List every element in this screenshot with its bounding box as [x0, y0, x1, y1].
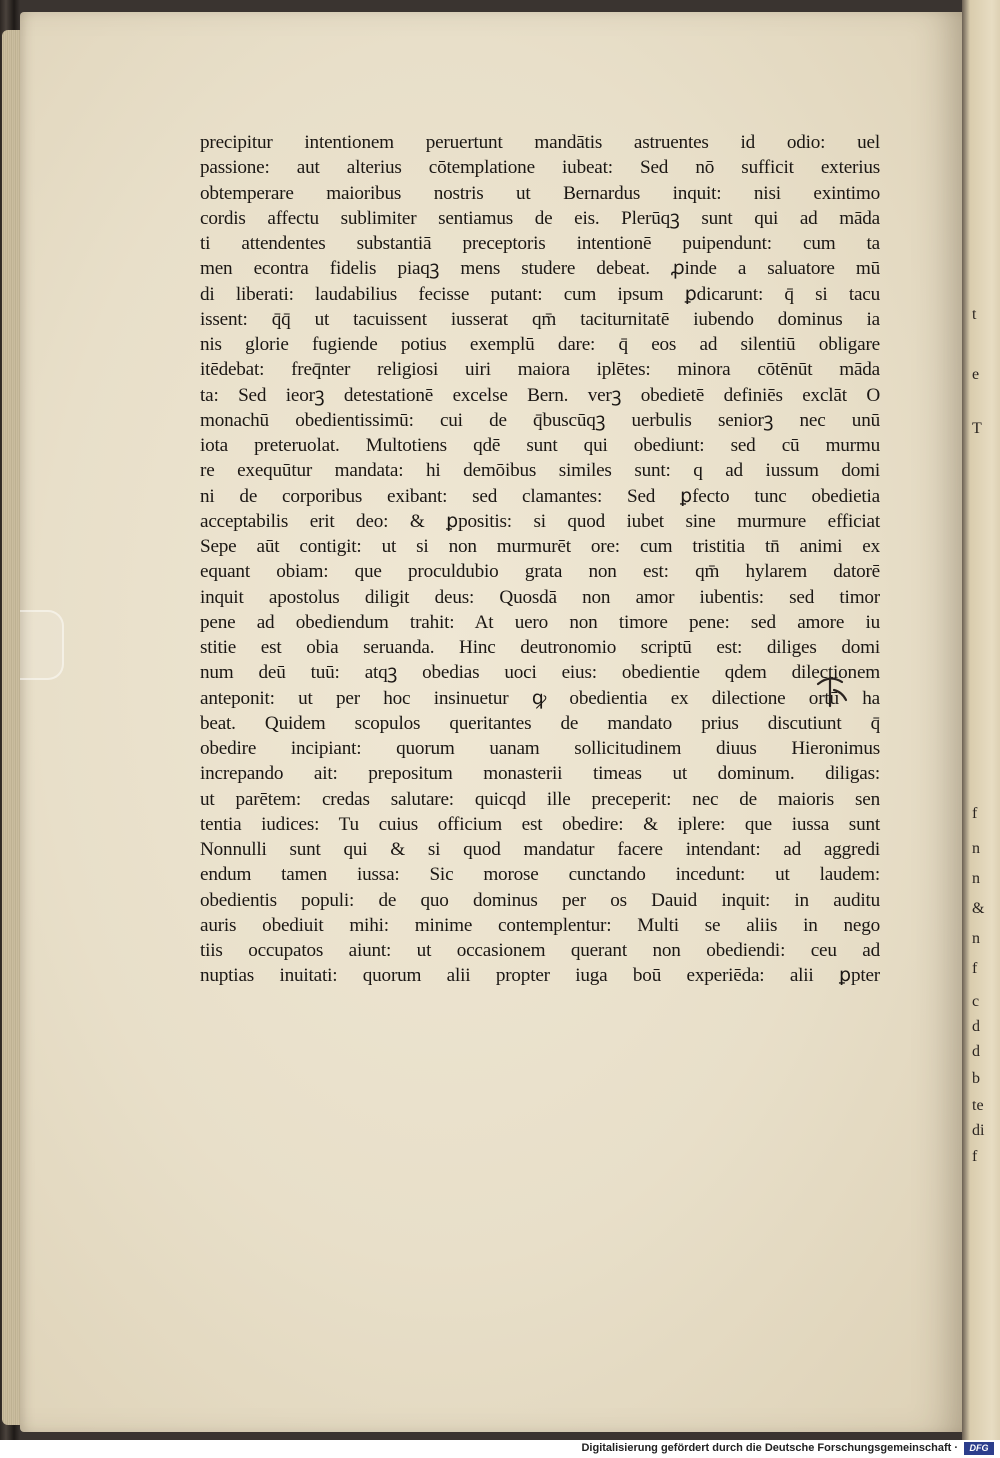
facing-page-edge: [962, 0, 1000, 1440]
facing-page-char: f: [972, 960, 978, 977]
text-line: di liberati: laudabilius fecisse putant: cum ipsum ꝑdicarunt: q̄ si tacu: [200, 283, 880, 305]
text-line: endum tamen iussa: Sic morose cunctando incedunt: ut laudem:: [200, 864, 880, 886]
facing-page-char: T: [972, 420, 982, 437]
text-line: num deū tuū: atqꝫ obedias uoci eius: obedientie qdem dilectionem: [200, 662, 880, 684]
text-line: anteponit: ut per hoc insinuetur ꝙ obedientia ex dilectione ortū ha: [200, 687, 880, 709]
facing-page-char: e: [972, 366, 980, 383]
text-line: beat. Quidem scopulos queritantes de mandato prius discutiunt q̄: [200, 712, 880, 734]
facing-page-char: n: [972, 870, 980, 887]
text-line: Sepe aūt contigit: ut si non murmurēt ore: cum tristitia tn̄ animi ex: [200, 536, 880, 557]
text-line: obtemperare maioribus nostris ut Bernardus inquit: nisi exintimo: [200, 182, 880, 204]
facing-page-char: te: [972, 1097, 984, 1114]
text-line: auris obediuit mihi: minime contemplentur: Multi se aliis in nego: [200, 914, 880, 936]
text-line: obedire incipiant: quorum uanam sollicitudinem diuus Hieronimus: [200, 738, 880, 759]
text-line: issent: q̄q̄ ut tacuissent iusserat qm̄ taciturnitatē iubendo dominus ia: [200, 308, 880, 330]
text-line: acceptabilis erit deo: & ꝑpositis: si quod iubet sine murmure efficiat: [200, 510, 880, 532]
text-line: itēdebat: freq̄nter religiosi uiri maiora iplētes: minora cōtēnūt māda: [200, 359, 880, 381]
text-line: pene ad obediendum trahit: At uero non timore pene: sed amore iu: [200, 611, 880, 633]
digitization-credit: Digitalisierung gefördert durch die Deutsche Forschungsgemeinschaft ·: [581, 1442, 958, 1454]
text-line: nis glorie fugiende potius exemplū dare: q̄ eos ad silentiū obligare: [200, 334, 880, 355]
text-line: re exequūtur mandata: hi demōibus similes sunt: q ad iussum domi: [200, 460, 880, 482]
facing-page-char: n: [972, 930, 980, 947]
text-line: stitie est obia seruanda. Hinc deutronomio scriptū est: diliges domi: [200, 637, 880, 658]
facing-page-char: b: [972, 1070, 980, 1087]
facing-page-char: t: [972, 306, 977, 323]
facing-page-char: d: [972, 1018, 980, 1035]
text-line: Nonnulli sunt qui & si quod mandatur facere intendant: ad aggredi: [200, 839, 880, 860]
text-line: cordis affectu sublimiter sentiamus de eis. Plerūqꝫ sunt qui ad māda: [200, 207, 880, 229]
text-line: ni de corporibus exibant: sed clamantes: Sed ꝑfecto tunc obedietia: [200, 485, 880, 507]
facing-page-char: f: [972, 805, 978, 822]
facing-page-char: di: [972, 1122, 985, 1139]
text-line: increpando ait: prepositum monasterii timeas ut dominum. diligas:: [200, 763, 880, 785]
text-line: precipitur intentionem peruertunt mandātis astruentes id odio: uel: [200, 132, 880, 153]
dfg-logo: DFG: [964, 1442, 994, 1455]
page-tab-marker: [20, 610, 64, 680]
text-line: tentia iudices: Tu cuius officium est obedire: & iplere: que iussa sunt: [200, 813, 880, 835]
text-line: obedientis populi: de quo dominus per os Dauid inquit: in auditu: [200, 889, 880, 911]
text-line: ta: Sed ieorꝫ detestationē excelse Bern. verꝫ obedietē definiēs exclāt O: [200, 384, 880, 406]
facing-page-char: c: [972, 993, 980, 1010]
facing-page-char: d: [972, 1043, 980, 1060]
text-line: monachū obedientissimū: cui de q̄buscūqꝫ uerbulis seniorꝫ nec unū: [200, 409, 880, 431]
text-line: passione: aut alterius cōtemplatione iubeat: Sed nō sufficit exterius: [200, 157, 880, 179]
text-line: ti attendentes substantiā preceptoris intentionē puipendunt: cum ta: [200, 233, 880, 254]
text-line: men econtra fidelis piaqꝫ mens studere debeat. ꝓinde a saluatore mū: [200, 258, 880, 280]
incunable-text-block: [200, 130, 880, 989]
text-line: iota preteruolat. Multotiens qdē sunt qui obediunt: sed cū murmu: [200, 435, 880, 456]
facing-page-char: f: [972, 1148, 978, 1165]
facing-page-char: n: [972, 840, 980, 857]
text-line: ut parētem: credas salutare: quicqd ille preceperit: nec de maioris sen: [200, 788, 880, 810]
text-line: nuptias inuitati: quorum alii propter iuga boū experiēda: alii ꝑpter: [200, 965, 880, 987]
text-line: equant obiam: que proculdubio grata non est: qm̄ hylarem datorē: [200, 561, 880, 583]
marginal-annotation-mark: [812, 670, 852, 710]
facing-page-char: &: [972, 900, 985, 917]
text-line: inquit apostolus diligit deus: Quosdā non amor iubentis: sed timor: [200, 586, 880, 608]
text-line: tiis occupatos aiunt: ut occasionem querant non obediendi: ceu ad: [200, 940, 880, 961]
footer-bar: [0, 1440, 1000, 1458]
